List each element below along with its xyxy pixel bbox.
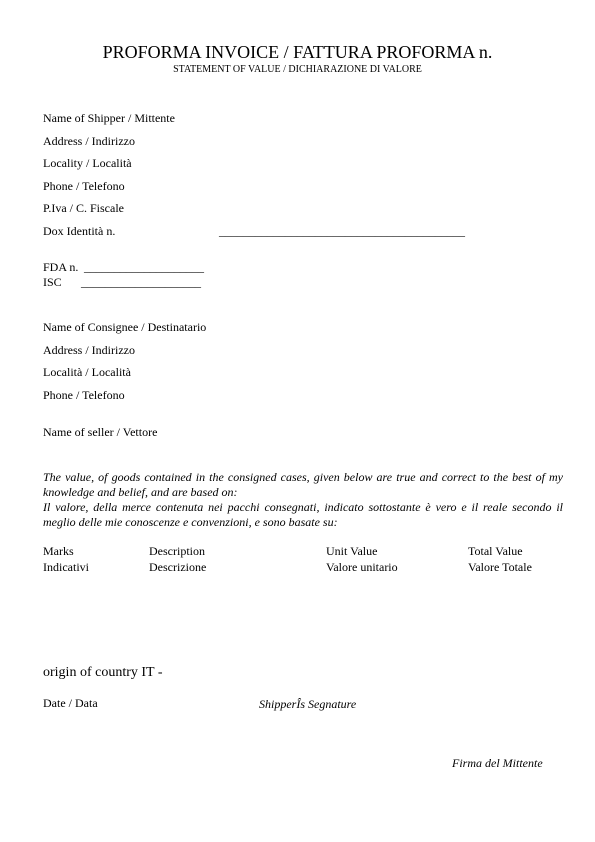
fda-line: ____________________ xyxy=(84,260,204,274)
isc-label: ISC xyxy=(43,275,62,289)
consignee-name-label: Name of Consignee / Destinatario xyxy=(43,320,207,334)
seller-label: Name of seller / Vettore xyxy=(43,425,158,439)
shipper-name-label: Name of Shipper / Mittente xyxy=(43,111,175,125)
column-description-en: Description xyxy=(149,544,205,558)
consignee-address-label: Address / Indirizzo xyxy=(43,343,135,357)
fda-label: FDA n. xyxy=(43,260,79,274)
shipper-phone-label: Phone / Telefono xyxy=(43,179,125,193)
column-total-value-it: Valore Totale xyxy=(468,560,532,574)
column-marks-it: Indicativi xyxy=(43,560,89,574)
origin-country: origin of country IT - xyxy=(43,665,163,680)
column-unit-value-en: Unit Value xyxy=(326,544,378,558)
shipper-id-label: Dox Identità n. xyxy=(43,224,116,238)
column-marks-en: Marks xyxy=(43,544,74,558)
signature-it-label: Firma del Mittente xyxy=(452,756,543,770)
declaration-english: The value, of goods contained in the consigned cases, given below are true and correct to the best of my knowledge and belief, and are based on: xyxy=(43,470,563,499)
invoice-subtitle: STATEMENT OF VALUE / DICHIARAZIONE DI VALORE xyxy=(173,64,422,75)
consignee-locality-label: Località / Località xyxy=(43,365,131,379)
shipper-vat-label: P.Iva / C. Fiscale xyxy=(43,201,124,215)
column-unit-value-it: Valore unitario xyxy=(326,560,398,574)
date-label: Date / Data xyxy=(43,696,98,710)
shipper-locality-label: Locality / Località xyxy=(43,156,132,170)
shipper-address-label: Address / Indirizzo xyxy=(43,134,135,148)
column-description-it: Descrizione xyxy=(149,560,207,574)
signature-label: ShipperÎs Segnature xyxy=(259,697,357,711)
column-total-value-en: Total Value xyxy=(468,544,523,558)
isc-line: ____________________ xyxy=(81,275,201,289)
shipper-id-line: _________________________________________ xyxy=(219,224,465,238)
invoice-title: PROFORMA INVOICE / FATTURA PROFORMA n. xyxy=(102,42,493,62)
declaration-italian: Il valore, della merce contenuta nei pacchi consegnati, indicato sottostante è vero e il reale secondo il meglio delle mie conoscenze e convenzioni, e sono basate su: xyxy=(43,500,563,529)
consignee-phone-label: Phone / Telefono xyxy=(43,388,125,402)
